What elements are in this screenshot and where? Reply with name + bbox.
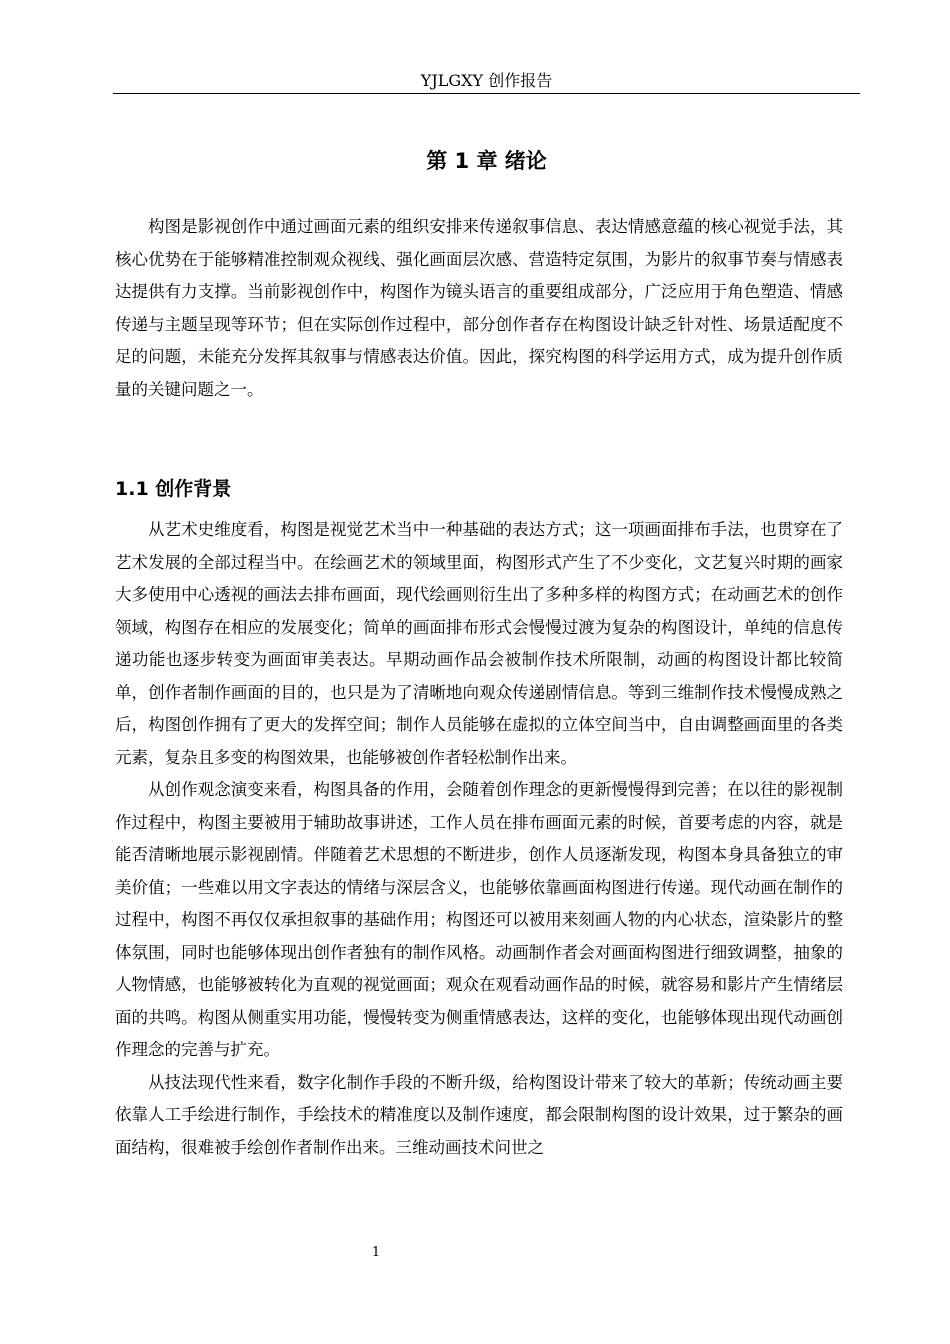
- running-header: YJLGXY 创作报告: [420, 71, 553, 90]
- body-paragraph-1: 从艺术史维度看，构图是视觉艺术当中一种基础的表达方式；这一项画面排布手法，也贯穿在了艺术发展的全部过程当中。在绘画艺术的领域里面，构图形式产生了不少变化，文艺复兴时期的画家大多使用中心透视的画法去排布画面，现代绘画则衍生出了多种多样的构图方式；在动画艺术的创作领域，构图存在相应的发展变化；简单的画面排布形式会慢慢过渡为复杂的构图设计，单纯的信息传递功能也逐步转变为画面审美表达。早期动画作品会被制作技术所限制，动画的构图设计都比较简单，创作者制作画面的目的，也只是为了清晰地向观众传递剧情信息。等到三维制作技术慢慢成熟之后，构图创作拥有了更大的发挥空间；制作人员能够在虚拟的立体空间当中，自由调整画面里的各类元素，复杂且多变的构图效果，也能够被创作者轻松制作出来。: [115, 520, 843, 767]
- page-number: 1: [371, 1245, 381, 1260]
- body-paragraph-3: 从技法现代性来看，数字化制作手段的不断升级，给构图设计带来了较大的革新；传统动画主要依靠人工手绘进行制作，手绘技术的精准度以及制作速度，都会限制构图的设计效果，过于繁杂的画面结构，很难被手绘创作者制作出来。三维动画技术问世之: [115, 1072, 843, 1157]
- section-heading: 1.1 创作背景: [115, 478, 232, 500]
- intro-paragraph: 构图是影视创作中通过画面元素的组织安排来传递叙事信息、表达情感意蕴的核心视觉手法，其核心优势在于能够精准控制观众视线、强化画面层次感、营造特定氛围，为影片的叙事节奏与情感表达提供有力支撑。当前影视创作中，构图作为镜头语言的重要组成部分，广泛应用于角色塑造、情感传递与主题呈现等环节；但在实际创作过程中，部分创作者存在构图设计缺乏针对性、场景适配度不足的问题，未能充分发挥其叙事与情感表达价值。因此，探究构图的科学运用方式，成为提升创作质量的关键问题之一。: [115, 217, 843, 399]
- header-divider: [113, 93, 860, 94]
- chapter-intro: [115, 211, 843, 406]
- body-paragraph-2: 从创作观念演变来看，构图具备的作用，会随着创作理念的更新慢慢得到完善；在以往的影视制作过程中，构图主要被用于辅助故事讲述，工作人员在排布画面元素的时候，首要考虑的内容，就是能否清晰地展示影视剧情。伴随着艺术思想的不断进步，创作人员逐渐发现，构图本身具备独立的审美价值；一些难以用文字表达的情绪与深层含义，也能够依靠画面构图进行传递。现代动画在制作的过程中，构图不再仅仅承担叙事的基础作用；构图还可以被用来刻画人物的内心状态，渲染影片的整体氛围，同时也能够体现出创作者独有的制作风格。动画制作者会对画面构图进行细致调整，抽象的人物情感，也能够被转化为直观的视觉画面；观众在观看动画作品的时候，就容易和影片产生情绪层面的共鸣。构图从侧重实用功能，慢慢转变为侧重情感表达，这样的变化，也能够体现出现代动画创作理念的完善与扩充。: [115, 780, 843, 1059]
- chapter-title: 第 1 章 绪论: [426, 149, 547, 173]
- section-body: [115, 514, 843, 1164]
